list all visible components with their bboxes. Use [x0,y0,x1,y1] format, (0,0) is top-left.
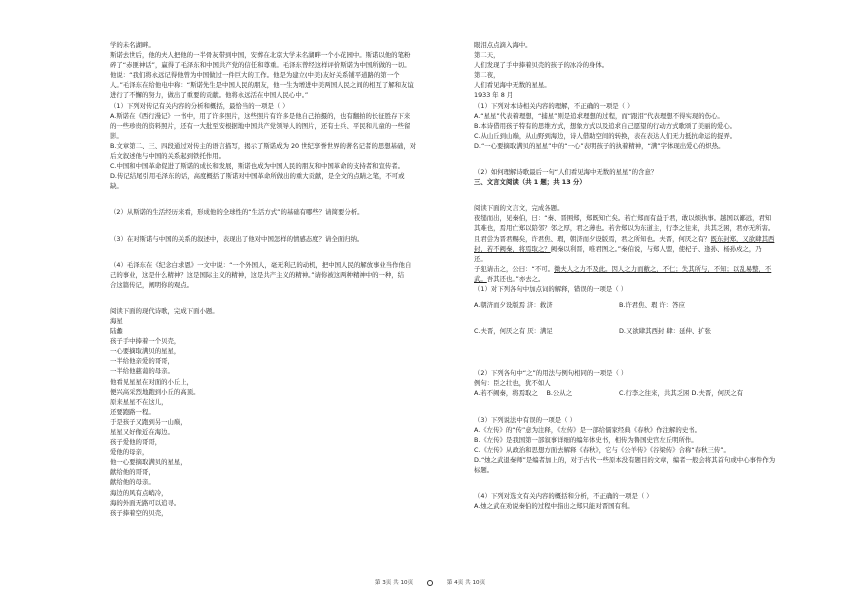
text-line: 且君尝为晋君赐矣，许君焦、瑕，朝济而夕设版焉，君之所知也。夫晋，何厌之有？既东封郑，又欲肆其西 [474,234,775,243]
text-line: D.“一心要摘取满贝的星星”中的“一心”表明孩子的执着精神，“满”字体现出爱心的炽热。 [474,141,725,150]
text-line: （4）下列对选文有关内容的概括和分析，不正确的一项是（ ） [474,492,653,501]
text-line: 爱他的母亲， [110,448,149,457]
text-line: （4）毛泽东在《纪念白求恩》一文中说：“一个外国人，毫无利己的动机，把中国人民的解放事业当作他自 [110,260,412,269]
answer-option: B.许君焦、瑕 许：答应 [619,301,685,310]
page-footer [0,578,860,588]
underlined-text: 微夫人之力不及此。因人之力而敝之，不仁；失其所与，不知；以乱易整，不 [554,264,772,273]
text-line: 于是孩子又跑到另一山巅， [110,417,187,426]
page-number-right: 第 4页 共 10页 [446,580,486,586]
text-line: 进行了不懈的努力，做出了重要的贡献。他将永远活在中国人民心中。” [110,91,309,100]
text-line: 海边的风有点峭冷， [110,488,168,497]
text-line: 他说：“我们将永远记得他曾为中国做过一件巨大的工作。他是为建立(中美)友好关系铺平道路的第一个 [110,71,400,80]
text-line: 其难也，焉用亡郑以陪邻？邻之厚，君之薄也。若舍郑以为东道主，行李之往来，共其乏困，君亦无所害。 [474,224,775,233]
text-line: 一半给他慈蔼的母亲。 [110,367,174,376]
text-line: 孩子捧着空的贝壳， [110,508,168,517]
answer-option: A.朝济而夕设版焉 济：救济 [474,301,553,310]
text-line: 孩子手中捧着一个贝壳， [110,337,181,346]
answer-option: B.公从之 [546,389,573,398]
text-line: 缺。 [110,182,123,191]
text-line: 一半给他亲爱的哥哥， [110,357,174,366]
answer-option: A.若不阙秦，将焉取之 [474,389,538,398]
text-line: D.“烛之武退秦师”是编者加上的，对于古代一些原本没有题目的文章，编者一般会将其首句或中心事件作为 [474,455,776,464]
text-line: B.本诗借用孩子特有的思维方式，想象方式以及追求自己愿望的行动方式歌颂了美丽的爱心。 [474,121,737,130]
text-line: D.传记结尾引用毛泽东的话，高度概括了斯诺对中国革命所做出的重大贡献，是全文的点睛之笔，不可或 [110,172,405,181]
text-line: 第二夜， [474,71,500,80]
text-line: 孩子爱他的哥哥， [110,438,162,447]
text-line: 还。 [474,254,487,263]
text-line: 后文叙述他与中国的关系起到铁托作用。 [110,152,226,161]
text-line: 子犯请击之，公曰：“不可。微夫人之力不及此。因人之力而敝之，不仁；失其所与，不知；以乱易整，不 [474,264,772,273]
spacer [474,310,764,326]
spacer [110,191,432,207]
text-line: A.斯诺在《西行漫记》一书中，用了许多照片，这些照片有许多是他自己拍摄的，也有翻拍的长征胜存下来 [110,111,411,120]
text-line: 阅读下面的文言文，完成各题。 [474,204,564,213]
text-line: 学的未名湖畔。 [110,41,155,49]
text-line: 碎了“赤匪神话”，赢得了毛泽东和中国共产党的信任和尊重。毛泽东曾经这样评价斯诺为中国所做的一切。 [110,61,411,70]
spacer [474,352,764,368]
text-line: 三、文言文阅读（共 1 题；共 13 分） [474,178,586,187]
text-line: 一心要摘取满贝的星星， [110,347,181,356]
text-line: A.《左传》的“传”意为注释，《左传》是一部给儒家经典《春秋》作注解的史书。 [474,425,701,434]
spacer [110,244,432,260]
text-line: 他看见星星在对面的小丘上， [110,377,194,386]
answer-option: C.行李之往来，共其乏困 [619,389,690,398]
text-line: B.文章第二、三、四段通过对传主的语言描写，揭示了斯诺成为 20 世纪享誉世界的著名记者的思想基础，对 [110,141,417,150]
text-line: 原来星星不在这儿， [110,397,168,406]
text-line: 1933 年 8 月 [474,91,514,100]
spacer [110,290,432,306]
text-line: 便兴高采烈地跑到小丘的高顶。 [110,387,200,396]
text-line: （1）对下列各句中加点词的解释，错误的一项是（ ） [474,284,628,293]
text-line: 封，若不阙秦，将焉取之？阙秦以利晋，唯君图之。”秦伯说，与郑人盟，使杞子、逢孙、杨孙戍之，乃 [474,244,762,253]
spacer [474,151,764,167]
text-line: C.《左传》从政治和思想方面去解释《春秋》，它与《公羊传》《谷梁传》合称“春秋三传”。 [474,445,730,454]
option-row [474,388,764,398]
text-line: 人们发现了手中捧着贝壳的孩子的冰冷的身体。 [474,61,609,70]
text-line: B.《左传》是我国第一部叙事详细的编年体史书，相传为鲁国史官左丘明所作。 [474,435,698,444]
underlined-text: 封，若不阙秦，将焉取之？ [474,244,551,253]
text-line: （1）下列对传记有关内容的分析和概括，最恰当的一项是（ ） [110,101,289,110]
text-line: 献给他的哥哥， [110,468,155,477]
text-line: 人。”毛泽东在给他电中称：“斯诺先生是中国人民的朋友，他一生为增进中美两国人民之间的相互了解和友谊 [110,81,414,90]
text-line: 斯诺去世后，他的夫人把他的一半骨灰带到中国，安葬在北京大学未名湖畔一个小花园中。斯诺以他的笔粉 [110,51,411,60]
answer-option: D.又欲肆其西封 肆：延伸、扩张 [619,327,712,336]
spacer [474,187,764,203]
option-row [474,300,764,310]
spacer [474,475,764,491]
text-line: 影。 [110,131,123,140]
text-line: 他一心要摘取满贝的星星， [110,458,187,467]
left-column [110,40,432,518]
text-line: 海的外面无路可以追寻。 [110,498,181,507]
text-line: C.从山丘到山巅，从山野到海边，诗人借助空间的转换，表在表达人们无力抵抗命运的捉弄。 [474,131,737,140]
text-line: 己的事业，这是什么精神？这是国际主义的精神，这是共产主义的精神。”请你被这两种精神中的一种，结 [110,270,405,279]
text-line: 人们看见海中无数的星星。 [474,81,551,90]
page-number-left: 第 3页 共 10页 [374,580,414,586]
text-line: （3）在对斯诺与中国的关系的叙述中，表现出了他对中国怎样的情感态度？请全面归纳。 [110,234,364,243]
text-line: A.烛之武在劝说秦伯的过程中指出之郑只能对晋国有利。 [474,502,634,511]
circle-icon [427,580,433,586]
text-line: A.“星星”代表着理想，“捕星”则是追求理想的过程，而“跟泪”代表理想不得实现的伤心。 [474,111,724,120]
text-line: 星星又好像近在海边。 [110,428,174,436]
text-line: 武。吾其还也。”亦去之。 [474,274,545,283]
text-line: 例句：臣之壮也，犹不如人 [474,379,551,388]
answer-option: C.夫晋，何厌之有 厌：满足 [474,327,553,336]
underlined-text: 武。 [474,274,487,283]
spacer [474,336,764,352]
text-line: 夜缒而出，见秦伯，曰：“秦、晋围郑，郑既知亡矣。若亡郑而有益于君，敢以烦执事。越国以鄙远，君知 [474,214,772,223]
right-column [474,40,776,511]
text-line: C.中国和中国革命促进了斯诺的成长和发展，斯诺也成为中国人民的朋友和中国革命的支持者和宣传者。 [110,162,405,171]
text-line: 眼泪点点滴入海中。 [474,41,532,49]
spacer [474,399,764,415]
text-line: 标题。 [474,466,494,474]
underlined-text: 既东封郑，又欲肆其西 [710,234,775,243]
text-line: （2）下列各句中“之”的用法与例句相同的一项是（ ） [474,369,628,378]
text-line: 第二天， [474,51,500,60]
text-line: （1）下列对本诗相关内容的理解，不正确的一项是（ ） [474,101,634,110]
text-line: 还要跑路一程。 [110,407,155,416]
text-line: （3）下列说法中有误的一项是（ ） [474,415,576,424]
text-line: 阅读下面的现代诗歌，完成下面小题。 [110,306,219,315]
text-line: （2）如何理解诗歌最后一句“人们看见海中无数的星星”的含意？ [474,168,658,177]
answer-option: D.夫晋，何厌之有 [691,389,744,398]
text-line: 合这篇传记，阐明你的观点。 [110,280,194,289]
text-line: （2）从斯诺的生活经历来看，形成他的全球性的“生活方式”的基础有哪些？请简要分析。 [110,208,364,217]
spacer [110,218,432,234]
text-line: 陆蠡 [110,327,123,336]
text-line: 献给他的母亲。 [110,478,155,487]
option-row [474,326,764,336]
text-line: 的一些珍贵的资料照片，还有一大批至安根据地中国共产党领导人的图片，还有士兵、平民和儿童的一些留 [110,121,411,130]
text-line: 海星 [110,316,123,325]
